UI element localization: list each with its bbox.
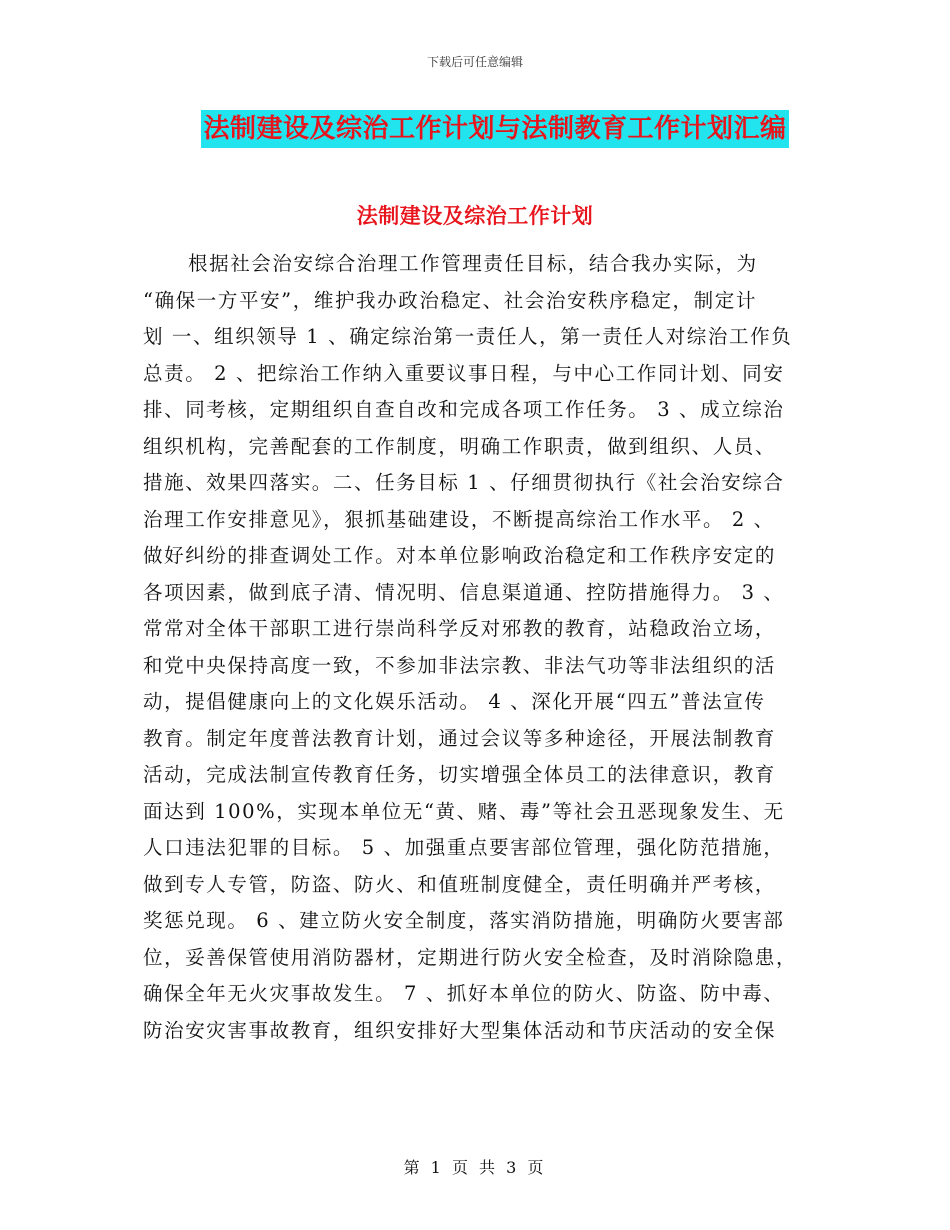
body-line: 奖惩兑现。 6 、建立防火安全制度，落实消防措施，明确防火要害部 [143, 909, 785, 932]
body-line: 活动，完成法制宣传教育任务，切实增强全体员工的法律意识，教育 [143, 763, 777, 786]
body-line: 教育。制定年度普法教育计划，通过会议等多种途径，开展法制教育 [143, 726, 777, 750]
body-line: 常常对全体干部职工进行崇尚科学反对邪教的教育，站稳政治立场， [143, 617, 777, 640]
body-line: 位，妥善保管使用消防器材，定期进行防火安全检查，及时消除隐患， [143, 945, 798, 969]
body-line: 总责。 2 、把综治工作纳入重要议事日程，与中心工作同计划、同安 [143, 361, 785, 385]
body-line: 各项因素，做到底子清、情况明、信息渠道通、控防措施得力。 3 、 [143, 580, 785, 604]
body-line: 排、同考核，定期组织自查自改和完成各项工作任务。 3 、成立综治 [143, 398, 785, 421]
body-line: 面达到 100%，实现本单位无“黄、赌、毒”等社会丑恶现象发生、无 [143, 799, 785, 823]
body-line: 组织机构，完善配套的工作制度，明确工作职责，做到组织、人员、 [143, 434, 777, 458]
body-line: “确保一方平安”，维护我办政治稳定、社会治安秩序稳定，制定计 [143, 288, 757, 312]
main-title-wrap [0, 110, 950, 148]
header-note: 下载后可任意编辑 [426, 55, 523, 69]
body-line: 划 一、组织领导 1 、确定综治第一责任人，第一责任人对综治工作负 [143, 325, 793, 348]
section-title: 法制建设及综治工作计划 [356, 204, 594, 228]
page-number-footer: 第 1 页 共 3 页 [403, 1158, 547, 1177]
body-line: 确保全年无火灾事故发生。 7 、抓好本单位的防火、防盗、防中毒、 [143, 982, 785, 1005]
body-line: 做好纠纷的排查调处工作。对本单位影响政治稳定和工作秩序安定的 [143, 544, 777, 567]
body-line: 防治安灾害事故教育，组织安排好大型集体活动和节庆活动的安全保 [143, 1018, 777, 1042]
body-line: 根据社会治安综合治理工作管理责任目标，结合我办实际，为 [188, 252, 758, 275]
body-line: 人口违法犯罪的目标。 5 、加强重点要害部位管理，强化防范措施， [143, 836, 785, 859]
body-line: 做到专人专管，防盗、防火、和值班制度健全，责任明确并严考核， [143, 872, 777, 896]
body-text [143, 246, 813, 1049]
body-line: 治理工作安排意见》，狠抓基础建设，不断提高综治工作水平。 2 、 [143, 507, 775, 531]
document-title: 法制建设及综治工作计划与法制教育工作计划汇编 [201, 110, 788, 148]
body-line: 和党中央保持高度一致，不参加非法宗教、非法气功等非法组织的活 [143, 653, 777, 677]
body-line: 动，提倡健康向上的文化娱乐活动。 4 、深化开展“四五”普法宣传 [143, 690, 766, 713]
body-line: 措施、效果四落实。二、任务目标 1 、仔细贯彻执行《社会治安综合 [143, 471, 785, 494]
